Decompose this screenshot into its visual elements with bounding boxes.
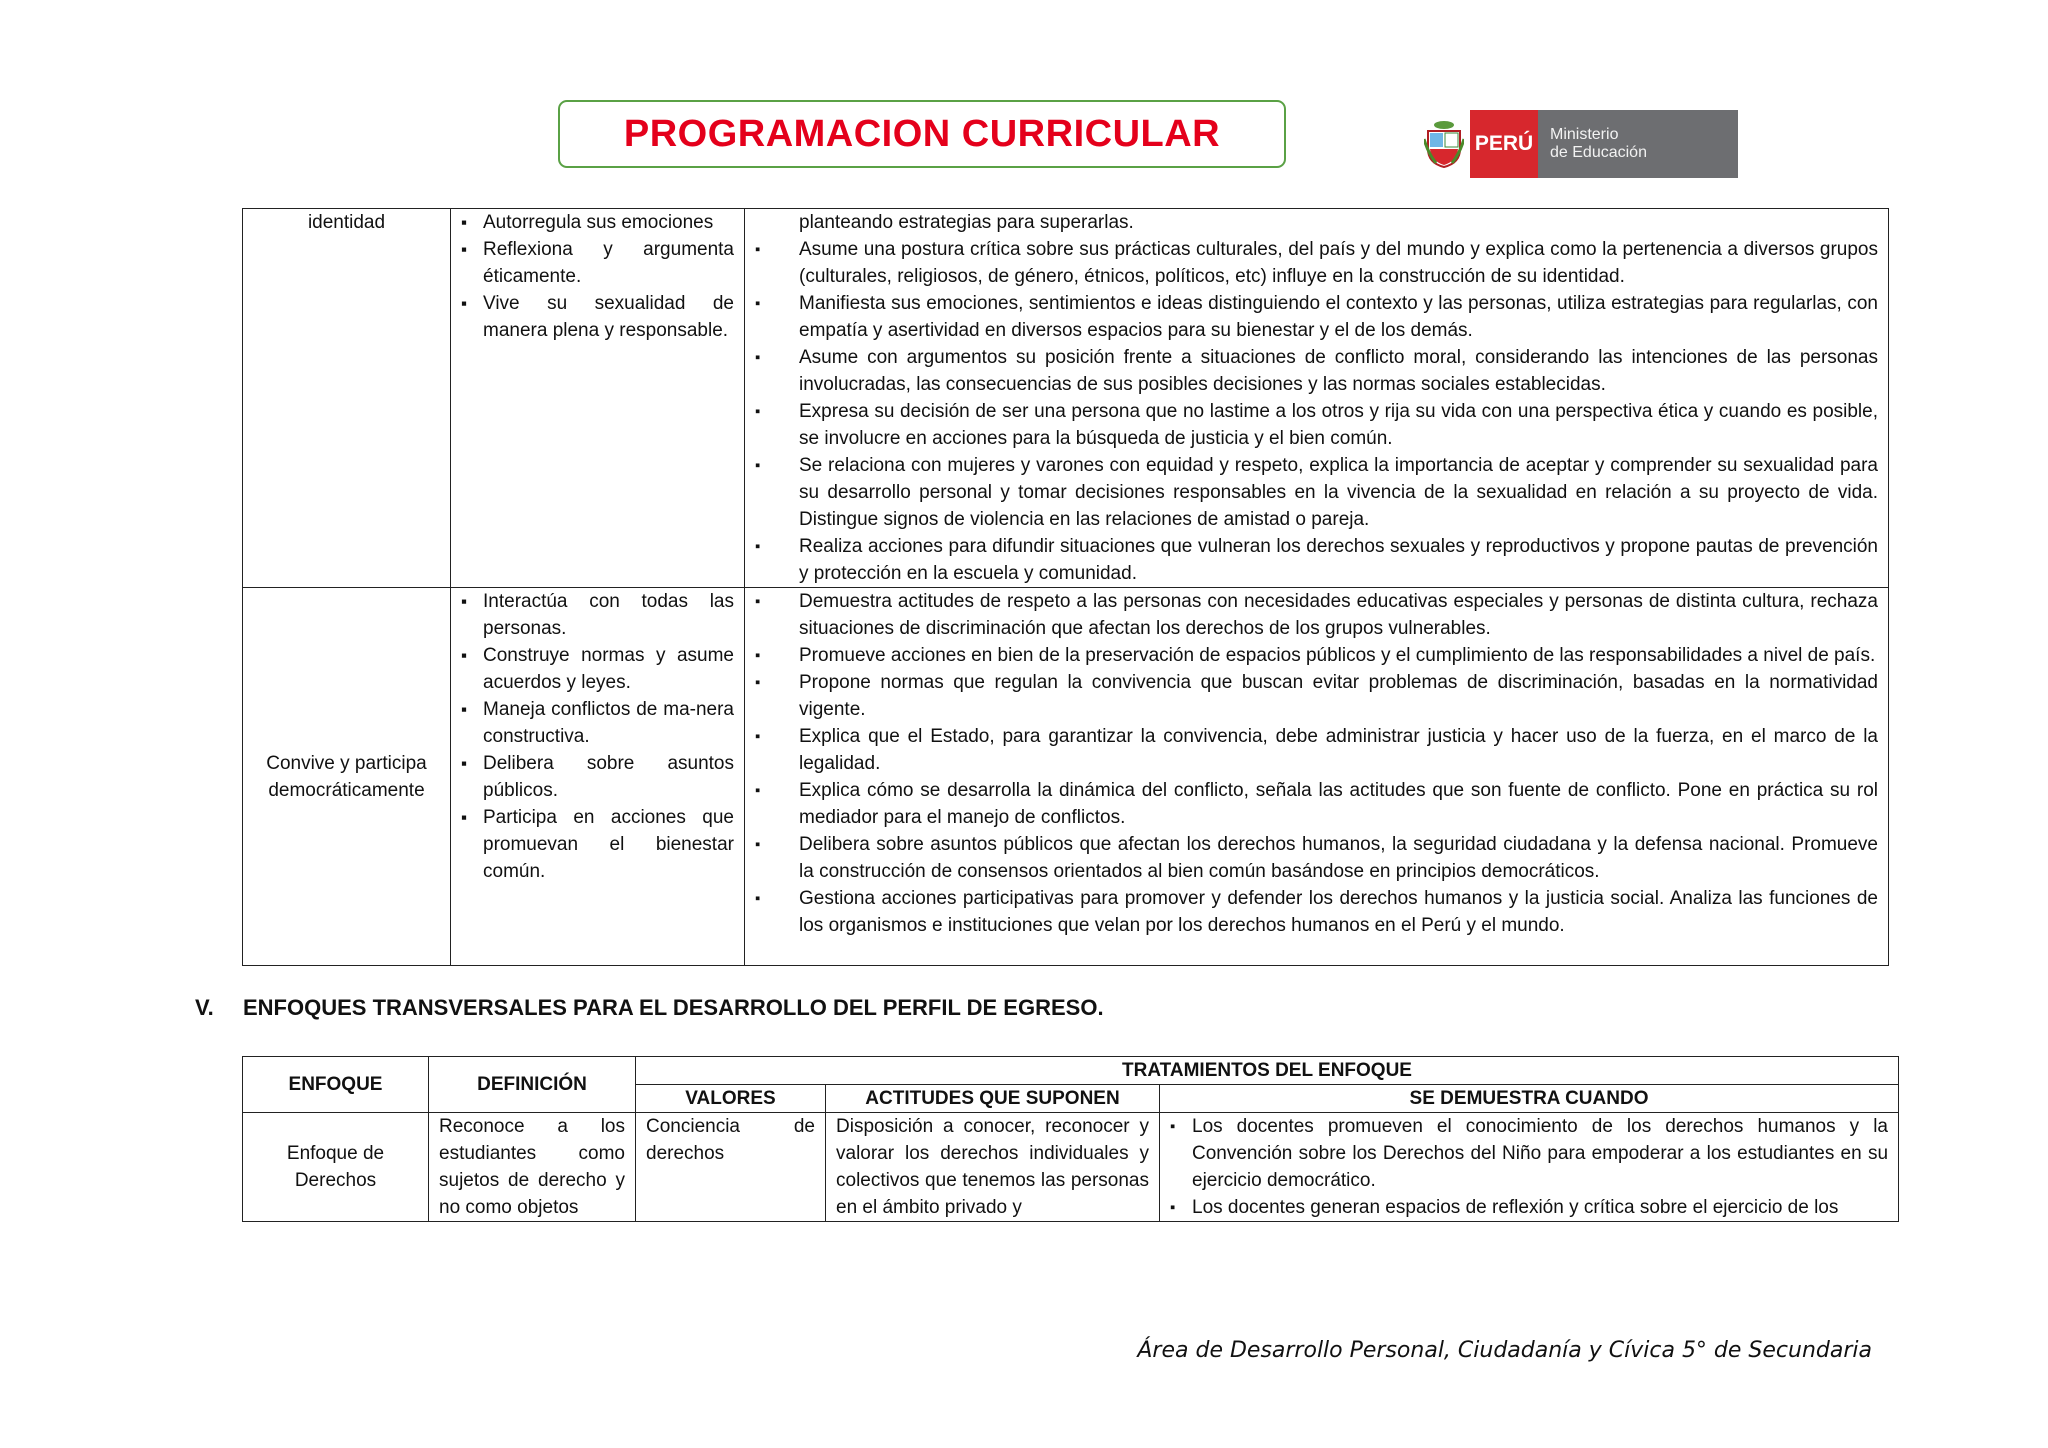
table-row [243,1057,1899,1085]
coat-of-arms-icon [1418,110,1470,178]
header-actitudes: ACTITUDES QUE SUPONEN [826,1085,1160,1113]
list-item: ▪ Delibera sobre asuntos públicos que afectan los derechos humanos, la seguridad ciudadana y la defensa nacional. Promueve la construcción de consensos orientados al bien común basándose en principios democráticos. [755,831,1878,885]
table-row [243,1113,1899,1222]
list-item: ▪ Autorregula sus emociones [461,209,734,236]
list-item: ▪ Reflexiona y argumenta éticamente. [461,236,734,290]
table-row [243,588,1889,966]
list-item: ▪ Propone normas que regulan la convivencia que buscan evitar problemas de discriminación, basadas en la normatividad vigente. [755,669,1878,723]
enfoques-table [242,1056,1899,1222]
logo-peru-block: PERÚ [1470,110,1538,178]
definicion-cell: Reconoce a los estudiantes como sujetos de derecho y no como objetos [429,1113,636,1222]
logo-ministry-block: Ministerio de Educación [1538,110,1738,178]
competencia-cell: identidad [243,209,451,588]
list-item: ▪ Explica cómo se desarrolla la dinámica del conflicto, señala las actitudes que son fuente de conflicto. Pone en práctica su rol mediador para el manejo de conflictos. [755,777,1878,831]
demuestra-cell [1160,1113,1899,1222]
enfoque-cell: Enfoque de Derechos [243,1113,429,1222]
list-item: ▪ Asume con argumentos su posición frente a situaciones de conflicto moral, considerando las intenciones de las personas involucradas, las consecuencias de sus posibles decisiones y las normas sociales establecidas. [755,344,1878,398]
list-item: ▪ Gestiona acciones participativas para promover y defender los derechos humanos y la justicia social. Analiza las funciones de los organismos e instituciones que velan por los derechos humanos en el Perú y el mundo. [755,885,1878,939]
section-heading [195,995,1104,1021]
capacidades-cell [451,209,745,588]
list-item: planteando estrategias para superarlas. [799,212,1134,233]
list-item: ▪ Explica que el Estado, para garantizar la convivencia, debe administrar justicia y hacer uso de la fuerza, en el marco de la legalidad. [755,723,1878,777]
list-item: ▪ Los docentes promueven el conocimiento de los derechos humanos y la Convención sobre los Derechos del Niño para empoderar a los estudiantes en su ejercicio democrático. [1170,1113,1888,1194]
list-item: ▪ Interactúa con todas las personas. [461,588,734,642]
list-item: ▪ Asume una postura crítica sobre sus prácticas culturales, del país y del mundo y explica como la pertenencia a diversos grupos (culturales, religiosos, de género, étnicos, políticos, etc) influye en la construcción de su identidad. [755,236,1878,290]
competencia-cell: Convive y participa democráticamente [243,588,451,966]
page-title: PROGRAMACION CURRICULAR [623,112,1221,155]
list-item: ▪ Demuestra actitudes de respeto a las personas con necesidades educativas especiales y personas de distinta cultura, rechaza situaciones de discriminación que afectan los derechos de los grupos vulnerables. [755,588,1878,642]
competencias-table [242,208,1889,966]
desempenos-cell [745,588,1889,966]
valores-cell: Conciencia de derechos [636,1113,826,1222]
list-item: ▪ Los docentes generan espacios de reflexión y crítica sobre el ejercicio de los [1170,1194,1888,1221]
list-item: ▪ Construye normas y asume acuerdos y leyes. [461,642,734,696]
list-item: ▪ Vive su sexualidad de manera plena y responsable. [461,290,734,344]
list-item: ▪ Participa en acciones que promuevan el bienestar común. [461,804,734,885]
list-item: ▪ Delibera sobre asuntos públicos. [461,750,734,804]
actitudes-cell: Disposición a conocer, reconocer y valorar los derechos individuales y colectivos que tenemos las personas en el ámbito privado y [826,1113,1160,1222]
header-valores: VALORES [636,1085,826,1113]
list-item: ▪ Maneja conflictos de ma-nera constructiva. [461,696,734,750]
table-row [243,209,1889,588]
header-definicion: DEFINICIÓN [429,1057,636,1113]
minedu-logo [1418,110,1738,178]
header-demuestra: SE DEMUESTRA CUANDO [1160,1085,1899,1113]
list-item: ▪ Se relaciona con mujeres y varones con equidad y respeto, explica la importancia de aceptar y comprender su sexualidad para su desarrollo personal y tomar decisiones responsables en la vivencia de la sexualidad en relación a su proyecto de vida. Distingue signos de violencia en las relaciones de amistad o pareja. [755,452,1878,533]
desempenos-cell [745,209,1889,588]
section-title: ENFOQUES TRANSVERSALES PARA EL DESARROLLO DEL PERFIL DE EGRESO. [243,995,1104,1020]
header-enfoque: ENFOQUE [243,1057,429,1113]
header-tratamientos: TRATAMIENTOS DEL ENFOQUE [636,1057,1899,1085]
list-item: ▪ Expresa su decisión de ser una persona que no lastime a los otros y rija su vida con una perspectiva ética y cuando es posible, se involucre en acciones para la búsqueda de justicia y el bien común. [755,398,1878,452]
capacidades-cell [451,588,745,966]
section-number: V. [195,995,214,1020]
list-item: ▪ Promueve acciones en bien de la preservación de espacios públicos y el cumplimiento de las responsabilidades a nivel de país. [755,642,1878,669]
page-title-box [558,100,1286,168]
list-item: ▪ Realiza acciones para difundir situaciones que vulneran los derechos sexuales y reproductivos y propone pautas de prevención y protección en la escuela y comunidad. [755,533,1878,587]
list-item: ▪ Manifiesta sus emociones, sentimientos e ideas distinguiendo el contexto y las personas, utiliza estrategias para regularlas, con empatía y asertividad en diversos espacios para su bienestar y el de los demás. [755,290,1878,344]
page-footer: Área de Desarrollo Personal, Ciudadanía y Cívica 5° de Secundaria [1137,1338,1872,1363]
